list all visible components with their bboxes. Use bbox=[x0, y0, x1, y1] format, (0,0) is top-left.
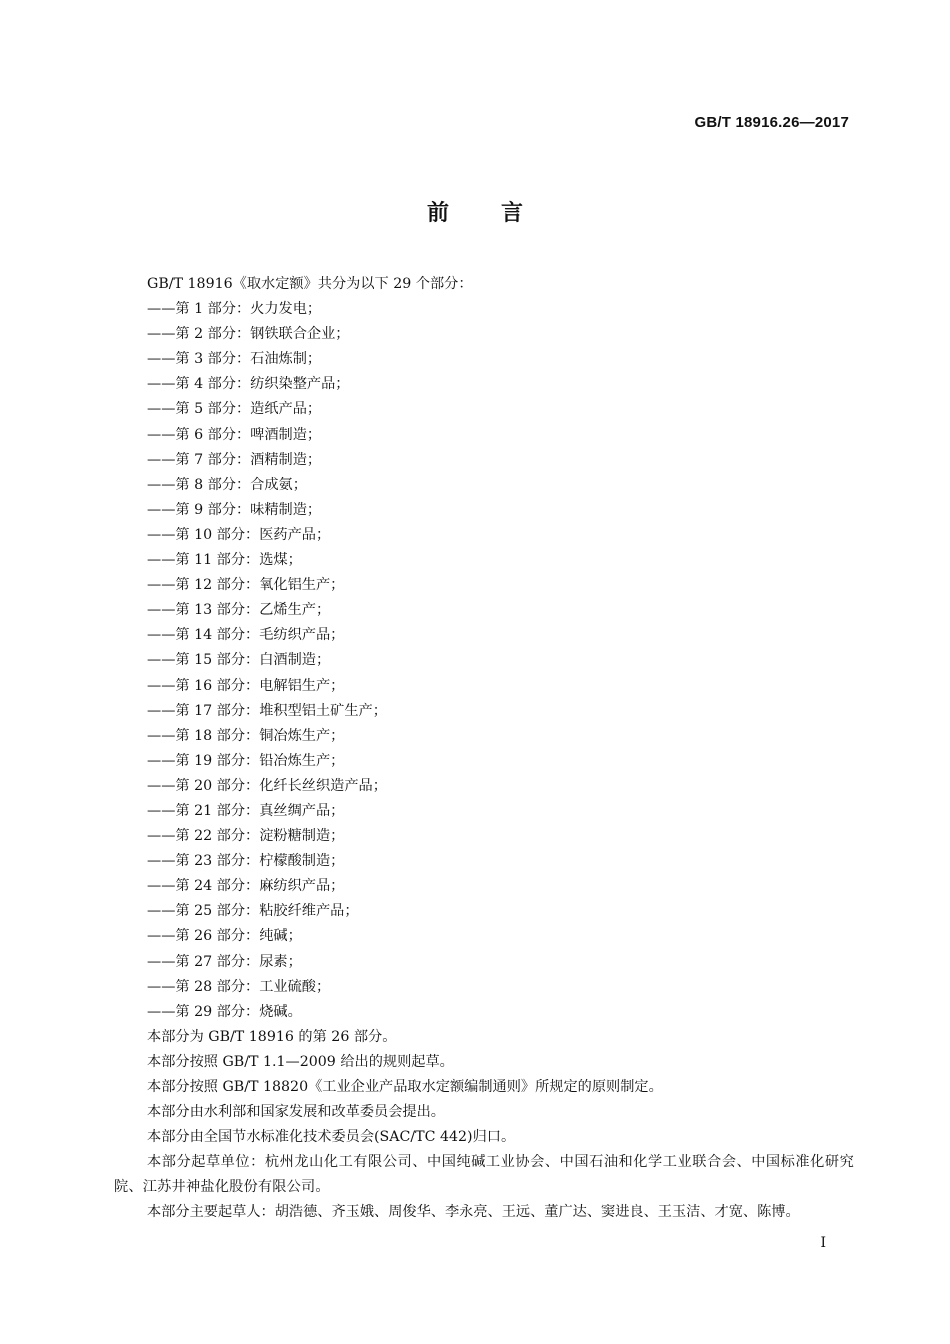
part-list-item: ——第 15 部分：白酒制造； bbox=[147, 652, 331, 669]
statement-line: 本部分按照 GB/T 1.1—2009 给出的规则起草。 bbox=[147, 1053, 454, 1070]
part-list-item: ——第 5 部分：造纸产品； bbox=[147, 401, 322, 418]
statements-list bbox=[114, 1025, 854, 1150]
part-list-item: ——第 4 部分：纺织染整产品； bbox=[147, 376, 350, 393]
part-list-item: ——第 20 部分：化纤长丝织造产品； bbox=[147, 777, 387, 794]
intro-line: GB/T 18916《取水定额》共分为以下 29 个部分： bbox=[147, 276, 473, 292]
drafters-paragraph: 本部分主要起草人：胡浩德、齐玉娥、周俊华、李永亮、王远、董广达、窦进良、王玉洁、才宽、陈博。 bbox=[147, 1204, 800, 1221]
part-list-item: ——第 26 部分：纯碱； bbox=[147, 928, 302, 945]
part-list-item: ——第 1 部分：火力发电； bbox=[147, 301, 322, 318]
foreword-body bbox=[114, 272, 854, 1226]
part-list-item: ——第 24 部分：麻纺织产品； bbox=[147, 878, 345, 895]
statement-line: 本部分由水利部和国家发展和改革委员会提出。 bbox=[147, 1104, 445, 1121]
part-list-item: ——第 14 部分：毛纺织产品； bbox=[147, 627, 345, 644]
statement-line: 本部分按照 GB/T 18820《工业企业产品取水定额编制通则》所规定的原则制定。 bbox=[147, 1079, 663, 1095]
part-list-item: ——第 21 部分：真丝绸产品； bbox=[147, 802, 345, 819]
statement-line: 本部分为 GB/T 18916 的第 26 部分。 bbox=[147, 1028, 397, 1045]
part-list-item: ——第 6 部分：啤酒制造； bbox=[147, 426, 322, 443]
part-list-item: ——第 17 部分：堆积型铝土矿生产； bbox=[147, 702, 387, 719]
part-list-item: ——第 7 部分：酒精制造； bbox=[147, 451, 322, 468]
part-list-item: ——第 28 部分：工业硫酸； bbox=[147, 978, 331, 995]
part-list-item: ——第 8 部分：合成氨； bbox=[147, 476, 307, 493]
part-list-item: ——第 23 部分：柠檬酸制造； bbox=[147, 853, 345, 870]
part-list-item: ——第 9 部分：味精制造； bbox=[147, 501, 322, 518]
part-list-item: ——第 22 部分：淀粉糖制造； bbox=[147, 828, 345, 845]
part-list-item: ——第 3 部分：石油炼制； bbox=[147, 351, 322, 368]
part-list-item: ——第 27 部分：尿素； bbox=[147, 953, 302, 970]
standard-code: GB/T 18916.26—2017 bbox=[694, 114, 849, 131]
part-list-item: ——第 11 部分：选煤； bbox=[147, 552, 302, 569]
drafting-units-paragraph: 本部分起草单位：杭州龙山化工有限公司、中国纯碱工业协会、中国石油和化学工业联合会、中国标准化研究院、江苏井神盐化股份有限公司。 bbox=[114, 1154, 854, 1196]
parts-list bbox=[114, 297, 854, 1025]
part-list-item: ——第 16 部分：电解铝生产； bbox=[147, 677, 345, 694]
part-list-item: ——第 10 部分：医药产品； bbox=[147, 526, 331, 543]
part-list-item: ——第 18 部分：铜冶炼生产； bbox=[147, 727, 345, 744]
statement-line: 本部分由全国节水标准化技术委员会(SAC/TC 442)归口。 bbox=[147, 1129, 516, 1146]
part-list-item: ——第 12 部分：氧化铝生产； bbox=[147, 577, 345, 594]
page-title: 前言 bbox=[426, 201, 575, 226]
part-list-item: ——第 13 部分：乙烯生产； bbox=[147, 602, 331, 619]
page-number: I bbox=[820, 1235, 826, 1251]
part-list-item: ——第 2 部分：钢铁联合企业； bbox=[147, 326, 350, 343]
part-list-item: ——第 25 部分：粘胶纤维产品； bbox=[147, 903, 359, 920]
part-list-item: ——第 19 部分：铅冶炼生产； bbox=[147, 752, 345, 769]
part-list-item: ——第 29 部分：烧碱。 bbox=[147, 1003, 302, 1020]
